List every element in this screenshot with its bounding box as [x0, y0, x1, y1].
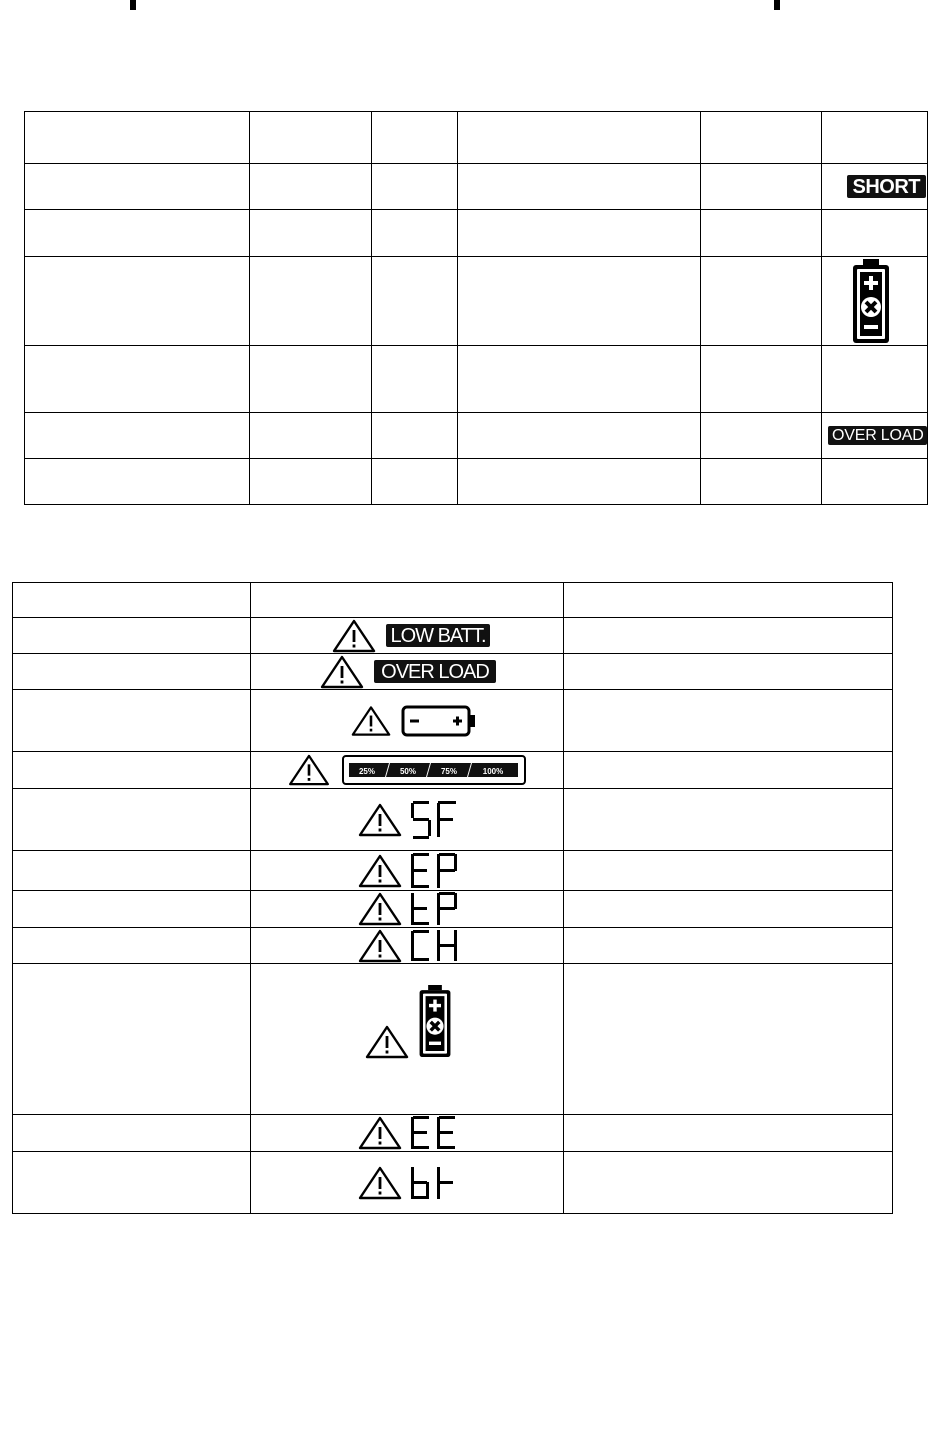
battery-fault-icon — [417, 983, 453, 1059]
table-row — [13, 789, 893, 851]
battery-outline-icon — [401, 704, 477, 738]
warning-icon — [358, 803, 402, 837]
overload-badge: OVER LOAD — [374, 660, 496, 683]
warning-icon — [358, 1116, 402, 1150]
warning-table — [12, 582, 893, 1214]
load-segment — [349, 763, 389, 777]
load-bar-icon — [341, 754, 527, 786]
warning-icon — [287, 754, 331, 786]
table-header-row — [25, 112, 928, 164]
warning-icon — [358, 892, 402, 926]
code-ep-display — [410, 852, 460, 890]
low-batt-badge: LOW BATT. — [386, 624, 489, 647]
table-row — [13, 654, 893, 690]
warning-icon — [320, 655, 364, 689]
load-segment-label: 100% — [482, 767, 504, 776]
table-row — [13, 851, 893, 891]
code-tp-display — [410, 891, 460, 927]
warning-icon — [332, 619, 376, 653]
table-row — [13, 1152, 893, 1214]
code-ee-display — [410, 1115, 460, 1151]
load-segment — [468, 763, 518, 777]
code-bf-display — [410, 1165, 460, 1201]
warning-icon — [358, 854, 402, 888]
page-top-edge — [0, 0, 950, 10]
table-row — [25, 413, 928, 459]
table-row — [25, 257, 928, 346]
table-row — [13, 690, 893, 752]
table-row — [25, 164, 928, 210]
table-row — [13, 618, 893, 654]
load-segment-label: 75% — [440, 767, 458, 776]
warning-icon — [358, 929, 402, 963]
load-segment — [386, 763, 430, 777]
warning-icon — [358, 1166, 402, 1200]
code-sf-display — [410, 799, 460, 841]
battery-fault-icon — [850, 257, 892, 345]
load-segment — [427, 763, 471, 777]
table-row — [25, 459, 928, 505]
table-row — [13, 1115, 893, 1152]
edge-mark — [130, 0, 136, 10]
table-header-row — [13, 583, 893, 618]
load-segment-label: 50% — [399, 767, 417, 776]
table-row — [25, 210, 928, 257]
table-row — [13, 964, 893, 1115]
short-badge: SHORT — [847, 175, 927, 198]
warning-icon — [351, 704, 391, 738]
warning-icon — [365, 1025, 409, 1059]
table-row — [13, 752, 893, 789]
load-segment-label: 25% — [358, 767, 376, 776]
table-row — [13, 891, 893, 928]
code-ch-display — [410, 929, 460, 963]
overload-badge: OVER LOAD — [828, 426, 927, 445]
table-row — [25, 346, 928, 413]
edge-mark — [774, 0, 780, 10]
status-table — [24, 111, 928, 505]
table-row — [13, 928, 893, 964]
